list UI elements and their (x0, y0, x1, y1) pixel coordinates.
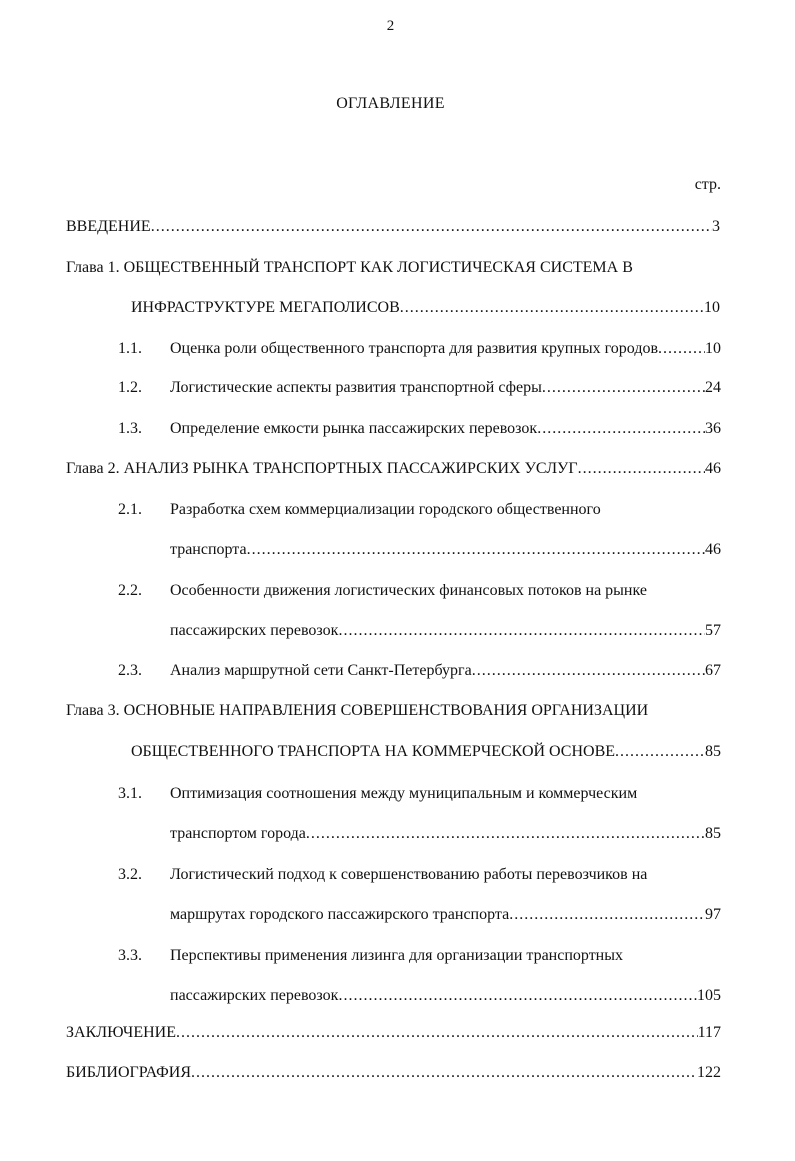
toc-section-3-2[interactable] (170, 904, 721, 926)
toc-section-number: 2.1. (118, 501, 142, 518)
toc-section-2-3[interactable] (118, 660, 721, 682)
toc-leader (615, 741, 705, 763)
page-number: 2 (386, 18, 395, 34)
toc-leader (658, 338, 705, 360)
toc-section-2-2[interactable] (170, 620, 721, 642)
toc-section-number: 1.1. (118, 340, 142, 357)
toc-chapter-2[interactable] (66, 458, 721, 480)
toc-page-number: 85 (705, 743, 721, 760)
toc-section-2-2-line1[interactable] (118, 580, 647, 602)
toc-entry-text: Определение емкости рынка пассажирских перевозок (170, 420, 538, 437)
toc-entry-text: ВВЕДЕНИЕ (66, 218, 151, 235)
toc-entry-text: Особенности движения логистических финансовых потоков на рынке (170, 582, 647, 599)
toc-leader (306, 823, 705, 845)
page-title: ОГЛАВЛЕНИЕ (336, 95, 445, 112)
toc-entry-text: транспорта (170, 541, 247, 558)
toc-chapter-3[interactable] (131, 741, 721, 763)
toc-leader (191, 1062, 697, 1084)
toc-leader (472, 660, 705, 682)
toc-page-number: 67 (705, 662, 721, 679)
toc-section-3-3-line1[interactable] (118, 945, 623, 967)
toc-leader (578, 458, 705, 480)
toc-page-number: 46 (705, 541, 721, 558)
toc-page-number: 105 (697, 987, 721, 1004)
toc-entry-text: Разработка схем коммерциализации городского общественного (170, 501, 601, 518)
toc-leader (509, 904, 705, 926)
toc-section-3-1[interactable] (170, 823, 721, 845)
toc-entry-text: ЗАКЛЮЧЕНИЕ (66, 1024, 176, 1041)
toc-page-number: 97 (705, 906, 721, 923)
toc-page-number: 117 (697, 1024, 721, 1041)
toc-leader (247, 539, 705, 561)
toc-entry-text: Глава 2. АНАЛИЗ РЫНКА ТРАНСПОРТНЫХ ПАССАЖИРСКИХ УСЛУГ (66, 460, 578, 477)
toc-section-number: 3.3. (118, 947, 142, 964)
toc-section-3-3[interactable] (170, 985, 721, 1007)
toc-entry-text: ИНФРАСТРУКТУРЕ МЕГАПОЛИСОВ (131, 299, 400, 316)
toc-section-3-2-line1[interactable] (118, 864, 647, 886)
toc-page-number: 122 (697, 1064, 721, 1081)
toc-entry-text: транспортом города (170, 825, 306, 842)
toc-leader (400, 297, 704, 319)
toc-entry-text: маршрутах городского пассажирского транспорта (170, 906, 510, 923)
toc-entry-text: ОБЩЕСТВЕННОГО ТРАНСПОРТА НА КОММЕРЧЕСКОЙ ОСНОВЕ (131, 743, 616, 760)
toc-section-number: 1.3. (118, 420, 142, 437)
toc-entry-intro[interactable] (66, 216, 720, 238)
toc-page-number: 57 (705, 622, 721, 639)
toc-section-number: 3.2. (118, 866, 142, 883)
toc-page-number: 3 (712, 218, 720, 235)
toc-section-number: 1.2. (118, 379, 142, 396)
toc-page-number: 85 (705, 825, 721, 842)
page-column-label: стр. (694, 176, 721, 193)
toc-entry-text: Оптимизация соотношения между муниципальным и коммерческим (170, 785, 638, 802)
toc-leader (338, 620, 705, 642)
toc-entry-text: БИБЛИОГРАФИЯ (66, 1064, 192, 1081)
toc-entry-conclusion[interactable] (66, 1022, 721, 1044)
toc-leader (176, 1022, 698, 1044)
toc-leader (151, 216, 712, 238)
toc-page-number: 10 (704, 299, 720, 316)
toc-entry-text: пассажирских перевозок (170, 987, 339, 1004)
toc-section-1-2[interactable] (118, 377, 721, 399)
toc-section-3-1-line1[interactable] (118, 783, 637, 805)
toc-entry-bibliography[interactable] (66, 1062, 721, 1084)
toc-section-number: 2.3. (118, 662, 142, 679)
toc-section-1-3[interactable] (118, 418, 721, 440)
toc-entry-text: Перспективы применения лизинга для организации транспортных (170, 947, 623, 964)
toc-entry-text: Логистический подход к совершенствованию работы перевозчиков на (170, 866, 648, 883)
toc-leader (542, 377, 705, 399)
toc-section-number: 3.1. (118, 785, 142, 802)
toc-entry-text: Анализ маршрутной сети Санкт-Петербурга (170, 662, 472, 679)
toc-section-number: 2.2. (118, 582, 142, 599)
toc-page-number: 36 (705, 420, 721, 437)
toc-section-2-1-line1[interactable] (118, 499, 601, 521)
toc-page-number: 10 (705, 340, 721, 357)
toc-leader (338, 985, 697, 1007)
toc-entry-text: Оценка роли общественного транспорта для развития крупных городов (170, 340, 659, 357)
toc-chapter-1[interactable] (131, 297, 720, 319)
toc-leader (537, 418, 705, 440)
toc-page-number: 24 (705, 379, 721, 396)
toc-section-1-1[interactable] (118, 338, 721, 360)
toc-section-2-1[interactable] (170, 539, 721, 561)
toc-page-number: 46 (705, 460, 721, 477)
toc-entry-text: пассажирских перевозок (170, 622, 339, 639)
toc-chapter-3-line1[interactable]: Глава 3. ОСНОВНЫЕ НАПРАВЛЕНИЯ СОВЕРШЕНСТВОВАНИЯ ОРГАНИЗАЦИИ (66, 702, 649, 719)
toc-entry-text: Логистические аспекты развития транспортной сферы (170, 379, 542, 396)
toc-chapter-1-line1[interactable]: Глава 1. ОБЩЕСТВЕННЫЙ ТРАНСПОРТ КАК ЛОГИСТИЧЕСКАЯ СИСТЕМА В (66, 259, 633, 276)
